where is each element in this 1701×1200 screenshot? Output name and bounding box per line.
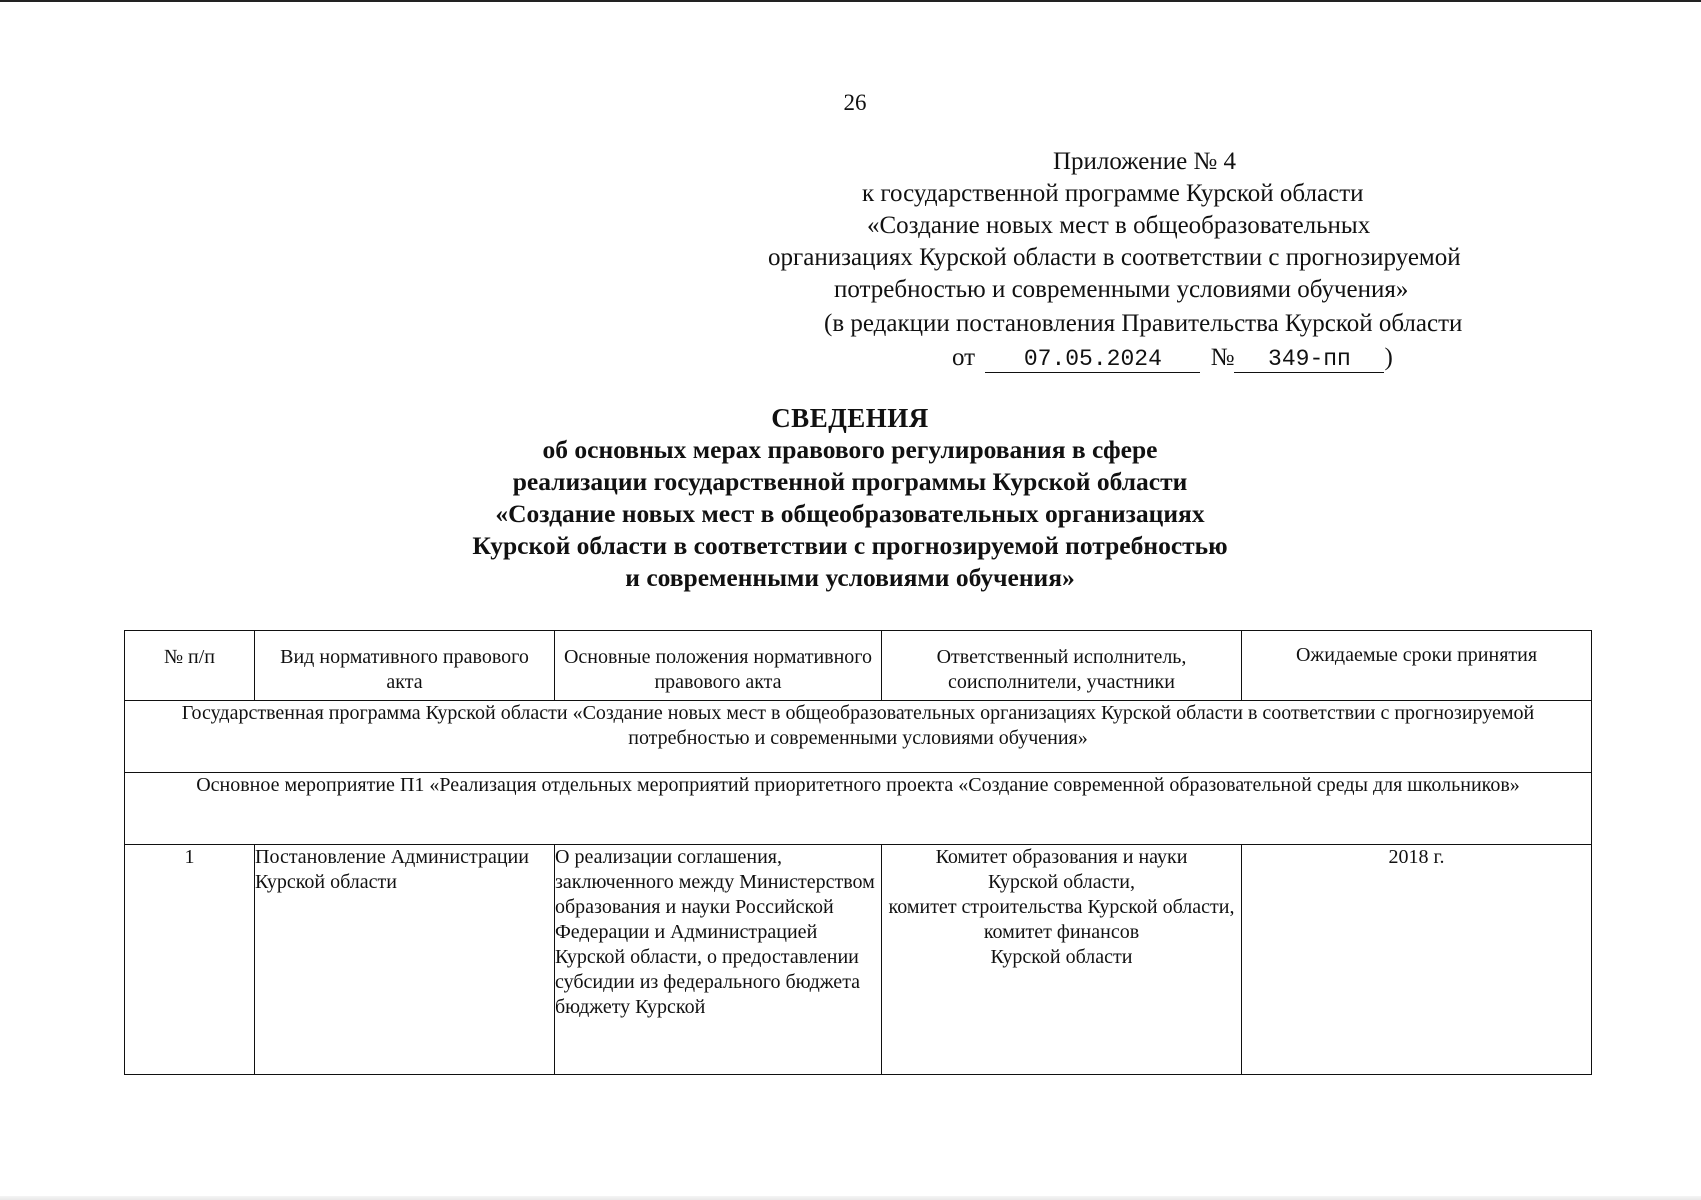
appendix-date-line xyxy=(952,342,1701,375)
closing-parenthesis: ) xyxy=(1384,344,1393,371)
heading-line: «Создание новых мест в общеобразовательных организациях xyxy=(495,499,1205,528)
header-term: Ожидаемые сроки принятия xyxy=(1242,631,1592,701)
scan-edge xyxy=(0,0,1701,2)
header-executors: Ответственный исполнитель, соисполнители, участники xyxy=(882,631,1242,701)
cell-provisions: О реализации соглашения, заключенного между Министерством образования и науки Российской Федерации и Администрацией Курской области, о предоставлении субсидии из федерального бюджета бюджету Курской xyxy=(555,845,882,1075)
program-row xyxy=(125,701,1592,773)
document-heading xyxy=(340,402,1360,594)
cell-executors: Комитет образования и науки Курской области, комитет строительства Курской области, комитет финансов Курской области xyxy=(882,845,1242,1075)
appendix-line: к государственной программе Курской области xyxy=(862,180,1364,207)
heading-title: СВЕДЕНИЯ xyxy=(771,403,929,433)
header-provisions: Основные положения нормативного правового акта xyxy=(555,631,882,701)
activity-row xyxy=(125,773,1592,845)
resolution-date: 07.05.2024 xyxy=(985,346,1200,373)
scan-edge xyxy=(0,1196,1701,1200)
resolution-number: 349-пп xyxy=(1234,346,1384,373)
heading-line: Курской области в соответствии с прогнозируемой потребностью xyxy=(472,531,1228,560)
table-header-row xyxy=(125,631,1592,701)
table-row xyxy=(125,845,1592,1075)
heading-line: об основных мерах правового регулирования в сфере xyxy=(542,435,1158,464)
activity-row-text: Основное мероприятие П1 «Реализация отдельных мероприятий приоритетного проекта «Создание современной образовательной среды для школьников» xyxy=(125,773,1592,845)
date-prefix: от xyxy=(952,344,976,371)
header-act-type: Вид нормативного правового акта xyxy=(255,631,555,701)
appendix-title: Приложение № 4 xyxy=(1053,148,1237,175)
cell-act-type: Постановление Администрации Курской области xyxy=(255,845,555,1075)
number-label: № xyxy=(1210,344,1235,371)
appendix-line: «Создание новых мест в общеобразовательных xyxy=(867,212,1371,239)
cell-num: 1 xyxy=(125,845,255,1075)
program-row-text: Государственная программа Курской области «Создание новых мест в общеобразовательных организациях Курской области в соответствии с прогнозируемой потребностью и современными условиями обучения» xyxy=(125,701,1592,773)
page-number: 26 xyxy=(843,90,867,115)
appendix-line: потребностью и современными условиями обучения» xyxy=(834,276,1409,303)
measures-table xyxy=(124,630,1592,1075)
header-num: № п/п xyxy=(125,631,255,701)
appendix-line: организациях Курской области в соответствии с прогнозируемой xyxy=(768,244,1461,271)
appendix-line: (в редакции постановления Правительства Курской области xyxy=(824,310,1463,337)
heading-line: реализации государственной программы Курской области xyxy=(512,467,1188,496)
cell-term: 2018 г. xyxy=(1242,845,1592,1075)
heading-line: и современными условиями обучения» xyxy=(625,563,1075,592)
